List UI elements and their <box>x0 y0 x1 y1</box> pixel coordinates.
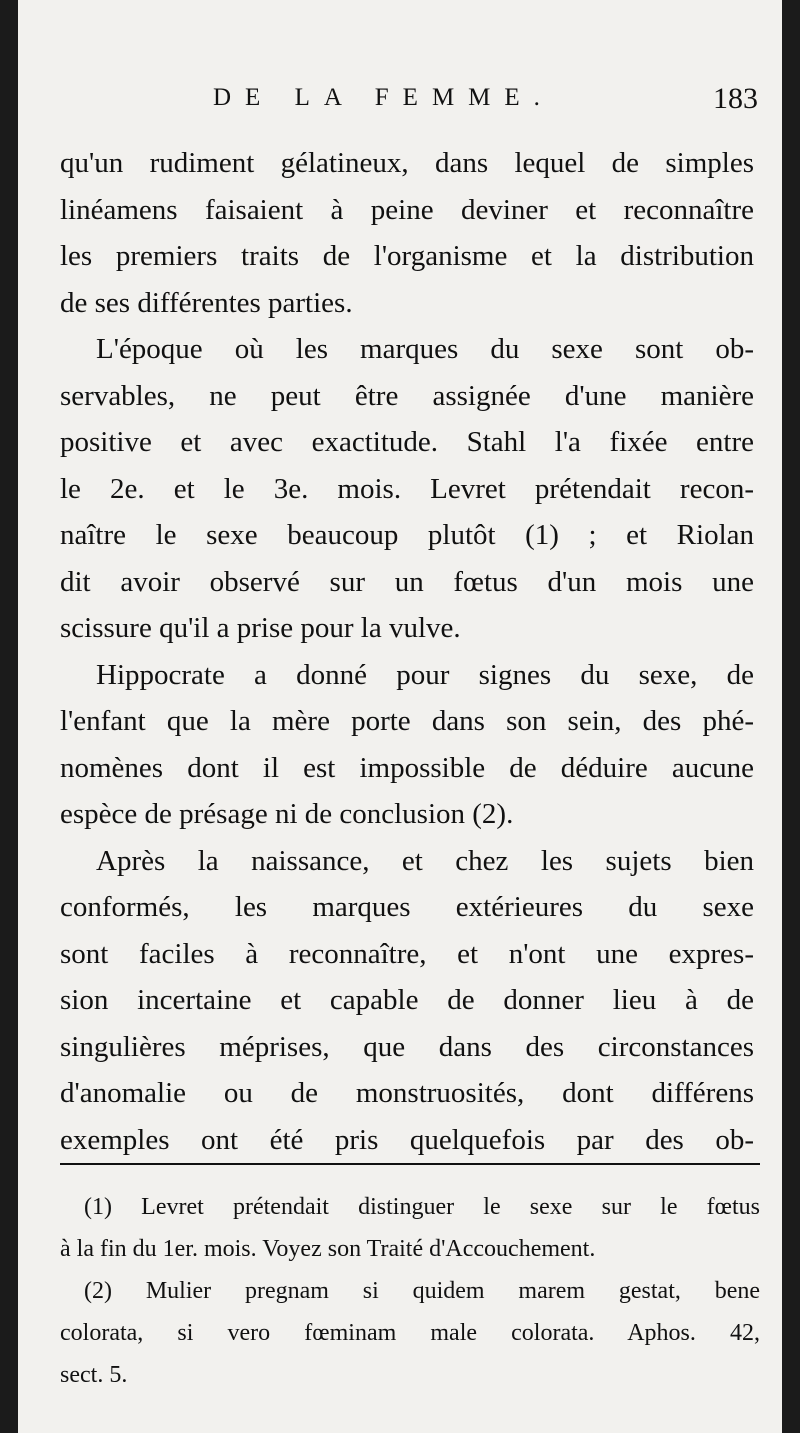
footnotes <box>60 1186 760 1396</box>
footnote-line: (2) Mulier pregnam si quidem marem gestat, bene <box>84 1278 760 1304</box>
text-line: qu'un rudiment gélatineux, dans lequel de simples <box>60 147 754 179</box>
footnote <box>60 1186 760 1270</box>
footnote-line: colorata, si vero fœminam male colorata. Aphos. 42, <box>60 1320 760 1346</box>
running-title: DE LA FEMME. <box>213 84 554 111</box>
text-line: Après la naissance, et chez les sujets bien <box>96 844 754 877</box>
text-line: le 2e. et le 3e. mois. Levret prétendait recon- <box>60 472 754 505</box>
page-header <box>18 78 782 122</box>
paragraph <box>60 140 754 326</box>
text-line: dit avoir observé sur un fœtus d'un mois une <box>60 565 754 598</box>
footnote <box>60 1270 760 1396</box>
text-line: exemples ont été pris quelquefois par des ob- <box>60 1123 754 1156</box>
text-line: linéamens faisaient à peine deviner et reconnaître <box>60 193 754 226</box>
text-line: nomènes dont il est impossible de déduire aucune <box>60 751 754 784</box>
footnote-line: sect. 5. <box>60 1362 128 1388</box>
footnote-line: (1) Levret prétendait distinguer le sexe sur le fœtus <box>84 1194 760 1220</box>
text-line: sion incertaine et capable de donner lieu à de <box>60 984 754 1016</box>
book-page <box>18 0 782 1433</box>
text-line: naître le sexe beaucoup plutôt (1) ; et Riolan <box>60 519 754 551</box>
body-text <box>60 140 754 1163</box>
text-line: espèce de présage ni de conclusion (2). <box>60 798 514 830</box>
text-line: Hippocrate a donné pour signes du sexe, de <box>96 658 754 691</box>
text-line: de ses différentes parties. <box>60 286 353 319</box>
text-line: singulières méprises, que dans des circonstances <box>60 1030 754 1063</box>
text-line: conformés, les marques extérieures du sexe <box>60 891 754 923</box>
text-line: scissure qu'il a prise pour la vulve. <box>60 612 461 644</box>
text-line: positive et avec exactitude. Stahl l'a fixée entre <box>60 426 754 458</box>
text-line: sont faciles à reconnaître, et n'ont une expres- <box>60 937 754 970</box>
page-number: 183 <box>713 82 758 115</box>
text-line: l'enfant que la mère porte dans son sein, des phé- <box>60 705 754 737</box>
footnote-line: à la fin du 1er. mois. Voyez son Traité d'Accouchement. <box>60 1236 596 1262</box>
footnote-divider <box>60 1163 760 1165</box>
text-line: L'époque où les marques du sexe sont ob- <box>96 333 754 365</box>
paragraph <box>60 838 754 1164</box>
paragraph <box>60 652 754 838</box>
paragraph <box>60 326 754 652</box>
text-line: d'anomalie ou de monstruosités, dont différens <box>60 1077 754 1109</box>
text-line: servables, ne peut être assignée d'une manière <box>60 379 754 412</box>
text-line: les premiers traits de l'organisme et la distribution <box>60 240 754 272</box>
